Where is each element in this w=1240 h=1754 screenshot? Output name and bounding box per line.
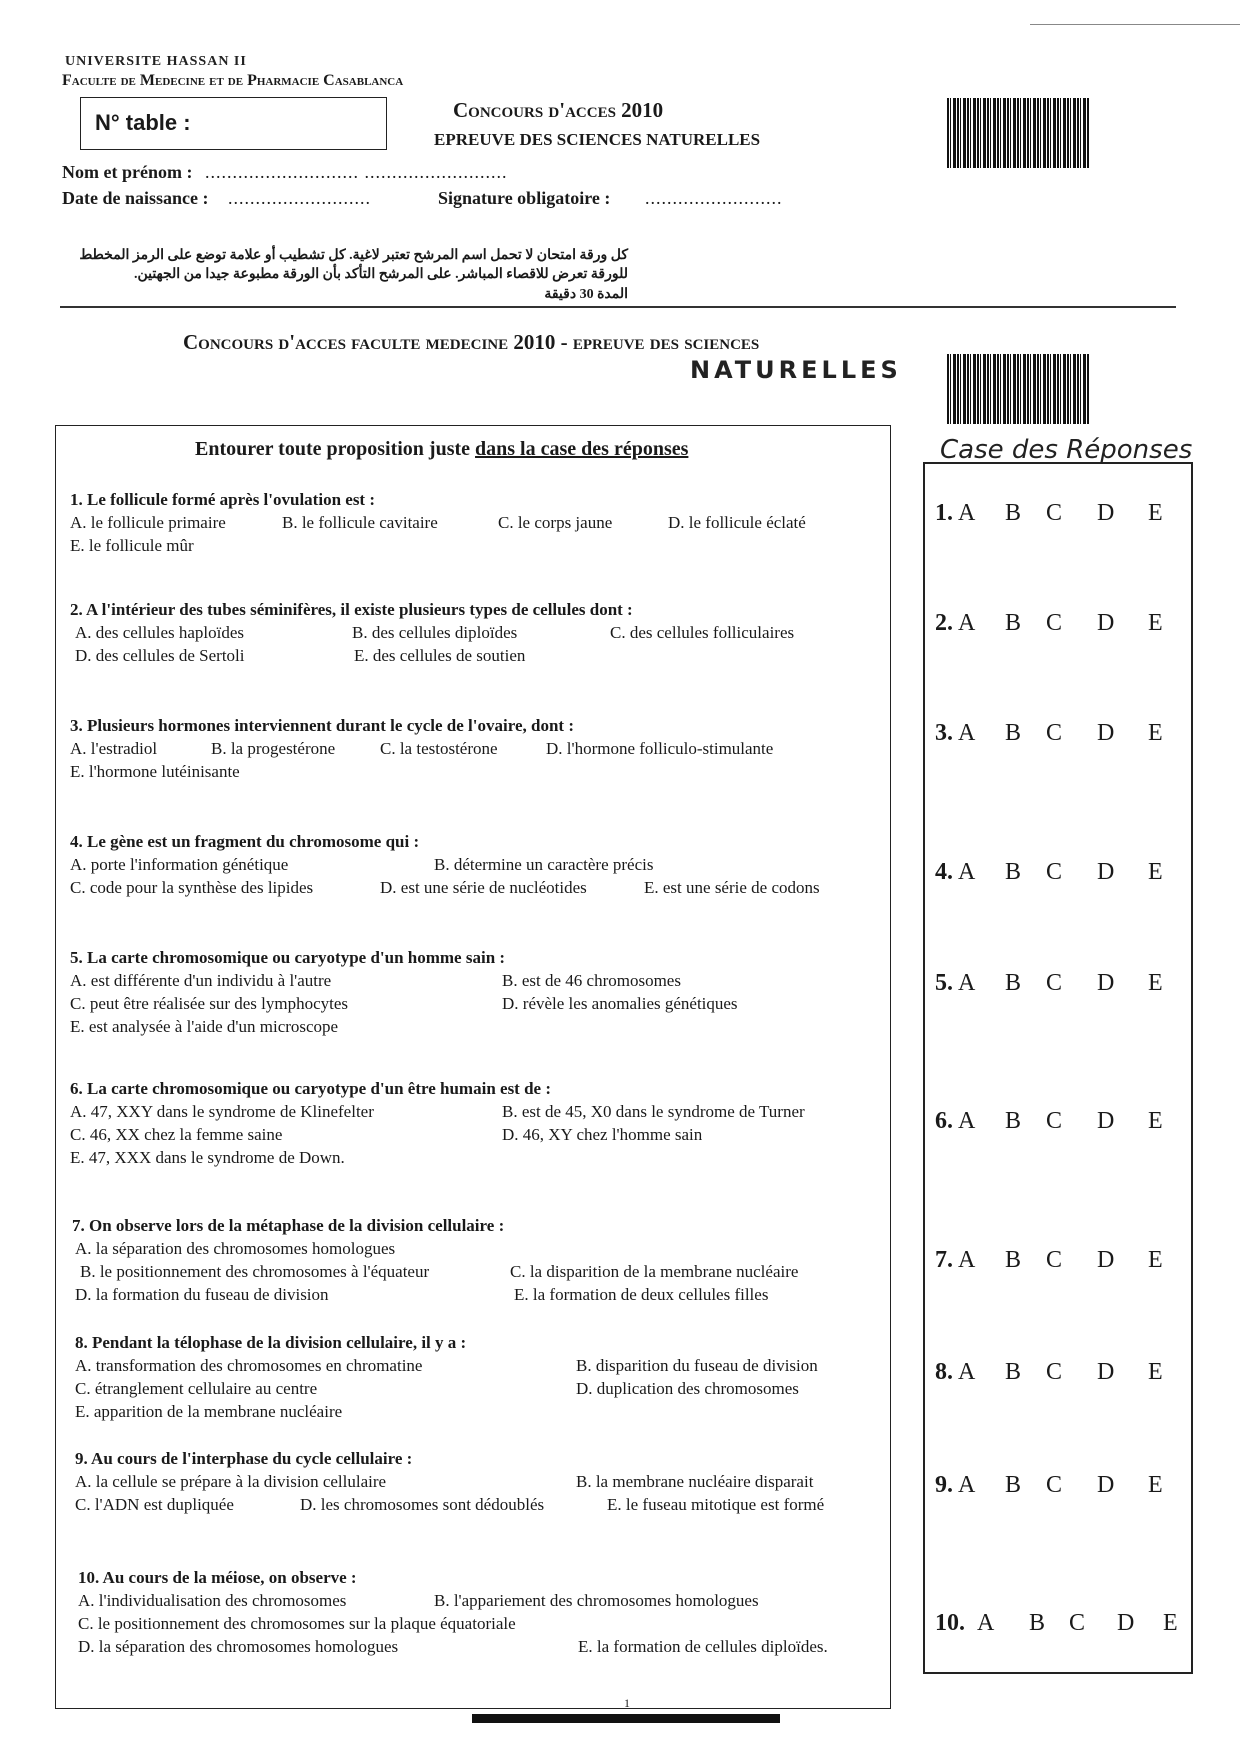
question-title: 4. Le gène est un fragment du chromosome qui : <box>70 832 420 851</box>
instruction-underlined: dans la case des réponses <box>475 438 689 460</box>
answer-choice-d[interactable]: D <box>1097 859 1115 885</box>
arabic-notice-2: للورقة تعرض للاقصاء المباشر. على المرشح التأكد بأن الورقة مطبوعة جيدا من الجهتين. <box>133 267 628 282</box>
answer-choice-d[interactable]: D <box>1097 1247 1115 1273</box>
answer-choice-e[interactable]: E <box>1148 859 1163 885</box>
university-name: UNIVERSITE HASSAN II <box>65 54 247 69</box>
question-option: D. est une série de nucléotides <box>380 878 587 897</box>
answer-choice-b[interactable]: B <box>1005 720 1022 746</box>
question-option: B. disparition du fuseau de division <box>576 1356 818 1375</box>
answer-row-number: 4. <box>935 859 953 885</box>
answer-choice-c[interactable]: C <box>1069 1610 1086 1636</box>
top-rule <box>1030 24 1240 25</box>
question-title: 3. Plusieurs hormones interviennent durant le cycle de l'ovaire, dont : <box>70 716 574 735</box>
answer-row-number: 3. <box>935 720 953 746</box>
faculty-name: Faculte de Medecine et de Pharmacie Casablanca <box>62 72 404 89</box>
question-option: C. la testostérone <box>380 739 498 758</box>
answer-choice-c[interactable]: C <box>1046 500 1063 526</box>
question-option: E. apparition de la membrane nucléaire <box>75 1402 343 1421</box>
answer-choice-a[interactable]: A <box>958 970 976 996</box>
question-option: B. l'appariement des chromosomes homologues <box>434 1591 759 1610</box>
question-option: C. code pour la synthèse des lipides <box>70 878 314 897</box>
answer-choice-e[interactable]: E <box>1148 1247 1163 1273</box>
answer-choice-c[interactable]: C <box>1046 859 1063 885</box>
answer-row-number: 10. <box>935 1610 965 1636</box>
arabic-notice-1: كل ورقة امتحان لا تحمل اسم المرشح تعتبر لاغية. كل تشطيب أو علامة توضع على الرمز المخطط <box>79 248 628 263</box>
question-option: E. l'hormone lutéinisante <box>70 762 240 781</box>
nom-field[interactable]: ............................ .......................... <box>205 162 508 182</box>
table-number-box[interactable] <box>80 97 387 150</box>
question-option: D. des cellules de Sertoli <box>75 646 245 665</box>
answer-choice-a[interactable]: A <box>958 859 976 885</box>
answer-row-number: 6. <box>935 1108 953 1134</box>
answer-choice-d[interactable]: D <box>1097 500 1115 526</box>
question-title: 9. Au cours de l'interphase du cycle cellulaire : <box>75 1449 413 1468</box>
question-option: D. l'hormone folliculo-stimulante <box>546 739 774 758</box>
question-option: C. peut être réalisée sur des lymphocytes <box>70 994 349 1013</box>
question-option: B. est de 45, X0 dans le syndrome de Turner <box>502 1102 805 1121</box>
answer-row-number: 8. <box>935 1359 953 1385</box>
answer-choice-e[interactable]: E <box>1148 720 1163 746</box>
answer-choice-c[interactable]: C <box>1046 720 1063 746</box>
question-option: E. le fuseau mitotique est formé <box>607 1495 825 1514</box>
answer-choice-a[interactable]: A <box>958 500 976 526</box>
question-option: A. des cellules haploïdes <box>75 623 245 642</box>
question-option: D. 46, XY chez l'homme sain <box>502 1125 703 1144</box>
question-option: D. le follicule éclaté <box>668 513 806 532</box>
question-option: C. le corps jaune <box>498 513 613 532</box>
question-option: D. révèle les anomalies génétiques <box>502 994 738 1013</box>
concours-title: Concours d'acces 2010 <box>453 98 664 122</box>
signature-field[interactable]: ......................... <box>645 188 783 208</box>
question-option: B. est de 46 chromosomes <box>502 971 681 990</box>
arabic-duration: المدة 30 دقيقة <box>544 287 628 302</box>
exam-title-handwritten: NATURELLES <box>690 356 902 384</box>
page-number: 1 <box>624 1696 630 1710</box>
answer-choice-c[interactable]: C <box>1046 1472 1063 1498</box>
answer-choice-c[interactable]: C <box>1046 1108 1063 1134</box>
answer-choice-e[interactable]: E <box>1148 1359 1163 1385</box>
question-option: B. la membrane nucléaire disparait <box>576 1472 814 1491</box>
answer-choice-b[interactable]: B <box>1005 1359 1022 1385</box>
answer-choice-a[interactable]: A <box>958 1359 976 1385</box>
answer-row-number: 9. <box>935 1472 953 1498</box>
question-option: D. la séparation des chromosomes homologues <box>78 1637 399 1656</box>
barcode-top <box>947 98 1089 168</box>
answer-choice-d[interactable]: D <box>1097 1359 1115 1385</box>
barcode-middle <box>947 354 1089 424</box>
question-option: C. l'ADN est dupliquée <box>75 1495 234 1514</box>
question-option: C. étranglement cellulaire au centre <box>75 1379 318 1398</box>
question-option: A. est différente d'un individu à l'autre <box>70 971 332 990</box>
header-divider <box>60 306 1176 308</box>
question-option: D. duplication des chromosomes <box>576 1379 799 1398</box>
answer-row-number: 2. <box>935 610 953 636</box>
answer-choice-b[interactable]: B <box>1005 1472 1022 1498</box>
question-title: 8. Pendant la télophase de la division cellulaire, il y a : <box>75 1333 467 1352</box>
question-option: E. la formation de deux cellules filles <box>514 1285 769 1304</box>
question-option: E. est une série de codons <box>644 878 820 897</box>
question-option: A. l'individualisation des chromosomes <box>78 1591 347 1610</box>
question-title: 2. A l'intérieur des tubes séminifères, il existe plusieurs types de cellules dont : <box>70 600 633 619</box>
answer-choice-d[interactable]: D <box>1117 1610 1135 1636</box>
answer-row-number: 5. <box>935 970 953 996</box>
answer-choice-a[interactable]: A <box>977 1610 995 1636</box>
answer-choice-b[interactable]: B <box>1005 859 1022 885</box>
exam-title: Concours d'acces faculte medecine 2010 - epreuve des sciences <box>183 330 760 354</box>
answer-choice-a[interactable]: A <box>958 1108 976 1134</box>
question-option: C. 46, XX chez la femme saine <box>70 1125 283 1144</box>
question-title: 10. Au cours de la méiose, on observe : <box>78 1568 357 1587</box>
answer-choice-b[interactable]: B <box>1005 500 1022 526</box>
answer-choice-b[interactable]: B <box>1005 610 1022 636</box>
date-field[interactable]: .......................... <box>228 188 371 208</box>
question-title: 5. La carte chromosomique ou caryotype d'un homme sain : <box>70 948 506 967</box>
answer-choice-e[interactable]: E <box>1163 1610 1178 1636</box>
question-option: D. la formation du fuseau de division <box>75 1285 329 1304</box>
answer-choice-e[interactable]: E <box>1148 610 1163 636</box>
question-option: C. le positionnement des chromosomes sur la plaque équatoriale <box>78 1614 516 1633</box>
question-option: E. est analysée à l'aide d'un microscope <box>70 1017 339 1036</box>
table-number-label: N° table : <box>95 110 191 135</box>
answer-choice-d[interactable]: D <box>1097 720 1115 746</box>
signature-label: Signature obligatoire : <box>438 188 611 208</box>
question-title: 6. La carte chromosomique ou caryotype d'un être humain est de : <box>70 1079 552 1098</box>
question-option: B. la progestérone <box>211 739 336 758</box>
question-option: D. les chromosomes sont dédoublés <box>300 1495 545 1514</box>
answer-choice-a[interactable]: A <box>958 720 976 746</box>
answer-choice-d[interactable]: D <box>1097 1472 1115 1498</box>
answer-choice-a[interactable]: A <box>958 1247 976 1273</box>
answer-choice-c[interactable]: C <box>1046 1359 1063 1385</box>
instruction-text: Entourer toute proposition juste <box>195 438 476 460</box>
answer-choice-b[interactable]: B <box>1005 970 1022 996</box>
answer-row-number: 7. <box>935 1247 953 1273</box>
question-option: A. l'estradiol <box>70 739 158 758</box>
answer-choice-e[interactable]: E <box>1148 970 1163 996</box>
answer-choice-e[interactable]: E <box>1148 1108 1163 1134</box>
answer-choice-e[interactable]: E <box>1148 500 1163 526</box>
answer-choice-d[interactable]: D <box>1097 1108 1115 1134</box>
question-option: C. la disparition de la membrane nucléaire <box>510 1262 799 1281</box>
question-option: A. la cellule se prépare à la division cellulaire <box>75 1472 387 1491</box>
answer-row-number: 1. <box>935 500 953 526</box>
answer-choice-d[interactable]: D <box>1097 970 1115 996</box>
question-option: B. des cellules diploïdes <box>352 623 518 642</box>
question-option: C. des cellules folliculaires <box>610 623 795 642</box>
question-option: B. détermine un caractère précis <box>434 855 654 874</box>
question-title: 1. Le follicule formé après l'ovulation est : <box>70 490 376 509</box>
question-option: E. 47, XXX dans le syndrome de Down. <box>70 1148 345 1167</box>
epreuve-title: EPREUVE DES SCIENCES NATURELLES <box>434 130 761 149</box>
question-option: E. le follicule mûr <box>70 536 194 555</box>
answer-choice-e[interactable]: E <box>1148 1472 1163 1498</box>
instruction <box>195 438 688 461</box>
answer-choice-a[interactable]: A <box>958 1472 976 1498</box>
question-option: A. 47, XXY dans le syndrome de Klinefelter <box>70 1102 374 1121</box>
nom-label: Nom et prénom : <box>62 162 193 182</box>
question-option: A. porte l'information génétique <box>70 855 289 874</box>
question-option: B. le positionnement des chromosomes à l'équateur <box>80 1262 430 1281</box>
answer-choice-a[interactable]: A <box>958 610 976 636</box>
answer-choice-b[interactable]: B <box>1005 1108 1022 1134</box>
answer-choice-c[interactable]: C <box>1046 610 1063 636</box>
answer-choice-b[interactable]: B <box>1029 1610 1046 1636</box>
bottom-bar <box>472 1714 780 1723</box>
question-option: A. transformation des chromosomes en chromatine <box>75 1356 423 1375</box>
answer-choice-c[interactable]: C <box>1046 970 1063 996</box>
question-title: 7. On observe lors de la métaphase de la division cellulaire : <box>72 1216 505 1235</box>
answer-choice-b[interactable]: B <box>1005 1247 1022 1273</box>
question-option: E. des cellules de soutien <box>354 646 526 665</box>
answer-choice-d[interactable]: D <box>1097 610 1115 636</box>
date-label: Date de naissance : <box>62 188 209 208</box>
question-option: A. le follicule primaire <box>70 513 226 532</box>
question-option: B. le follicule cavitaire <box>282 513 438 532</box>
question-option: A. la séparation des chromosomes homologues <box>75 1239 396 1258</box>
answer-box-label: Case des Réponses <box>940 435 1193 465</box>
question-option: E. la formation de cellules diploïdes. <box>578 1637 828 1656</box>
answer-choice-c[interactable]: C <box>1046 1247 1063 1273</box>
